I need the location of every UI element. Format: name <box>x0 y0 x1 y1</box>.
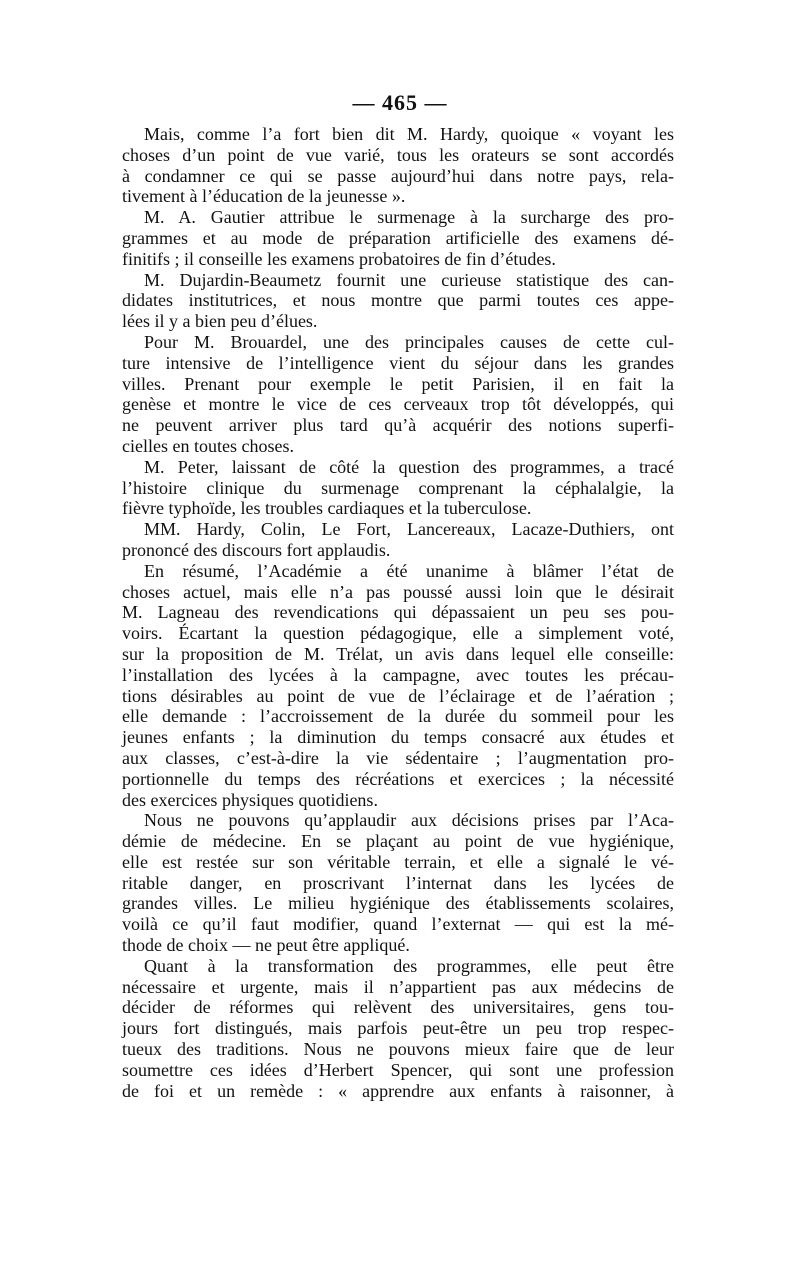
text-line: M. Peter, laissant de côté la question des programmes, a tracé <box>144 456 674 477</box>
text-line: nécessaire et urgente, mais il n’appartient pas aux médecins de <box>122 976 674 997</box>
text-line: grammes et au mode de préparation artificielle des examens dé- <box>122 227 674 248</box>
text-line: ne peuvent arriver plus tard qu’à acquérir des notions superfi- <box>122 415 674 436</box>
text-line: jours fort distingués, mais parfois peut-être un peu trop respec- <box>122 1018 674 1039</box>
text-line: villes. Prenant pour exemple le petit Parisien, il en fait la <box>122 373 674 394</box>
text-line: portionnelle du temps des récréations et exercices ; la nécessité <box>122 768 674 789</box>
text-line: tions désirables au point de vue de l’éclairage et de l’aération ; <box>122 685 674 706</box>
text-line: Mais, comme l’a fort bien dit M. Hardy, quoique « voyant les <box>144 124 674 144</box>
text-line: didates institutrices, et nous montre que parmi toutes ces appe- <box>122 290 674 311</box>
text-line: sur la proposition de M. Trélat, un avis dans lequel elle conseille: <box>122 643 674 664</box>
text-line: M. Dujardin-Beaumetz fournit une curieuse statistique des can- <box>144 269 674 290</box>
text-line: choses d’un point de vue varié, tous les orateurs se sont accordés <box>122 144 674 165</box>
body-text <box>122 124 674 1101</box>
text-line: soumettre ces idées d’Herbert Spencer, qui sont une profession <box>122 1059 674 1080</box>
text-line: fièvre typhoïde, les troubles cardiaques et la tuberculose. <box>122 498 532 519</box>
text-line: voirs. Écartant la question pédagogique, elle a simplement voté, <box>122 623 674 644</box>
text-line: l’installation des lycées à la campagne, avec toutes les précau- <box>122 664 674 685</box>
text-line: à condamner ce qui se passe aujourd’hui dans notre pays, rela- <box>122 165 674 186</box>
text-line: grandes villes. Le milieu hygiénique des établissements scolaires, <box>122 893 674 914</box>
text-line: thode de choix — ne peut être appliqué. <box>122 935 410 956</box>
text-line: démie de médecine. En se plaçant au point de vue hygiénique, <box>122 831 674 852</box>
text-line: ritable danger, en proscrivant l’internat dans les lycées de <box>122 872 674 893</box>
text-line: finitifs ; il conseille les examens probatoires de fin d’études. <box>122 248 556 269</box>
text-line: tivement à l’éducation de la jeunesse ». <box>122 186 406 207</box>
text-line: l’histoire clinique du surmenage comprenant la céphalalgie, la <box>122 477 674 498</box>
text-line: décider de réformes qui relèvent des universitaires, gens tou- <box>122 997 674 1018</box>
text-line: lées il y a bien peu d’élues. <box>122 311 318 332</box>
text-line: elle demande : l’accroissement de la durée du sommeil pour les <box>122 706 674 727</box>
text-line: prononcé des discours fort applaudis. <box>122 539 391 560</box>
text-line: Pour M. Brouardel, une des principales causes de cette cul- <box>144 331 674 352</box>
text-line: aux classes, c’est-à-dire la vie sédentaire ; l’augmentation pro- <box>122 747 674 768</box>
text-line: cielles en toutes choses. <box>122 435 294 456</box>
text-line: choses actuel, mais elle n’a pas poussé aussi loin que le désirait <box>122 581 674 602</box>
page-number: — 465 — <box>352 90 448 115</box>
text-line: jeunes enfants ; la diminution du temps consacré aux études et <box>122 727 674 748</box>
text-line: M. Lagneau des revendications qui dépassaient un peu ses pou- <box>122 602 674 623</box>
text-line: elle est restée sur son véritable terrain, et elle a signalé le vé- <box>122 851 674 872</box>
text-line: ture intensive de l’intelligence vient du séjour dans les grandes <box>122 352 674 373</box>
text-line: genèse et montre le vice de ces cerveaux trop tôt développés, qui <box>122 394 674 415</box>
text-line: En résumé, l’Académie a été unanime à blâmer l’état de <box>144 560 674 581</box>
text-line: voilà ce qu’il faut modifier, quand l’externat — qui est la mé- <box>122 914 674 935</box>
text-line: Quant à la transformation des programmes, elle peut être <box>144 955 674 976</box>
text-line: tueux des traditions. Nous ne pouvons mieux faire que de leur <box>122 1039 674 1060</box>
text-line: de foi et un remède : « apprendre aux enfants à raisonner, à <box>122 1080 674 1101</box>
text-line: Nous ne pouvons qu’applaudir aux décisions prises par l’Aca- <box>144 810 674 831</box>
text-line: M. A. Gautier attribue le surmenage à la surcharge des pro- <box>144 207 674 228</box>
text-line: MM. Hardy, Colin, Le Fort, Lancereaux, Lacaze-Duthiers, ont <box>144 519 674 540</box>
text-line: des exercices physiques quotidiens. <box>122 789 378 810</box>
